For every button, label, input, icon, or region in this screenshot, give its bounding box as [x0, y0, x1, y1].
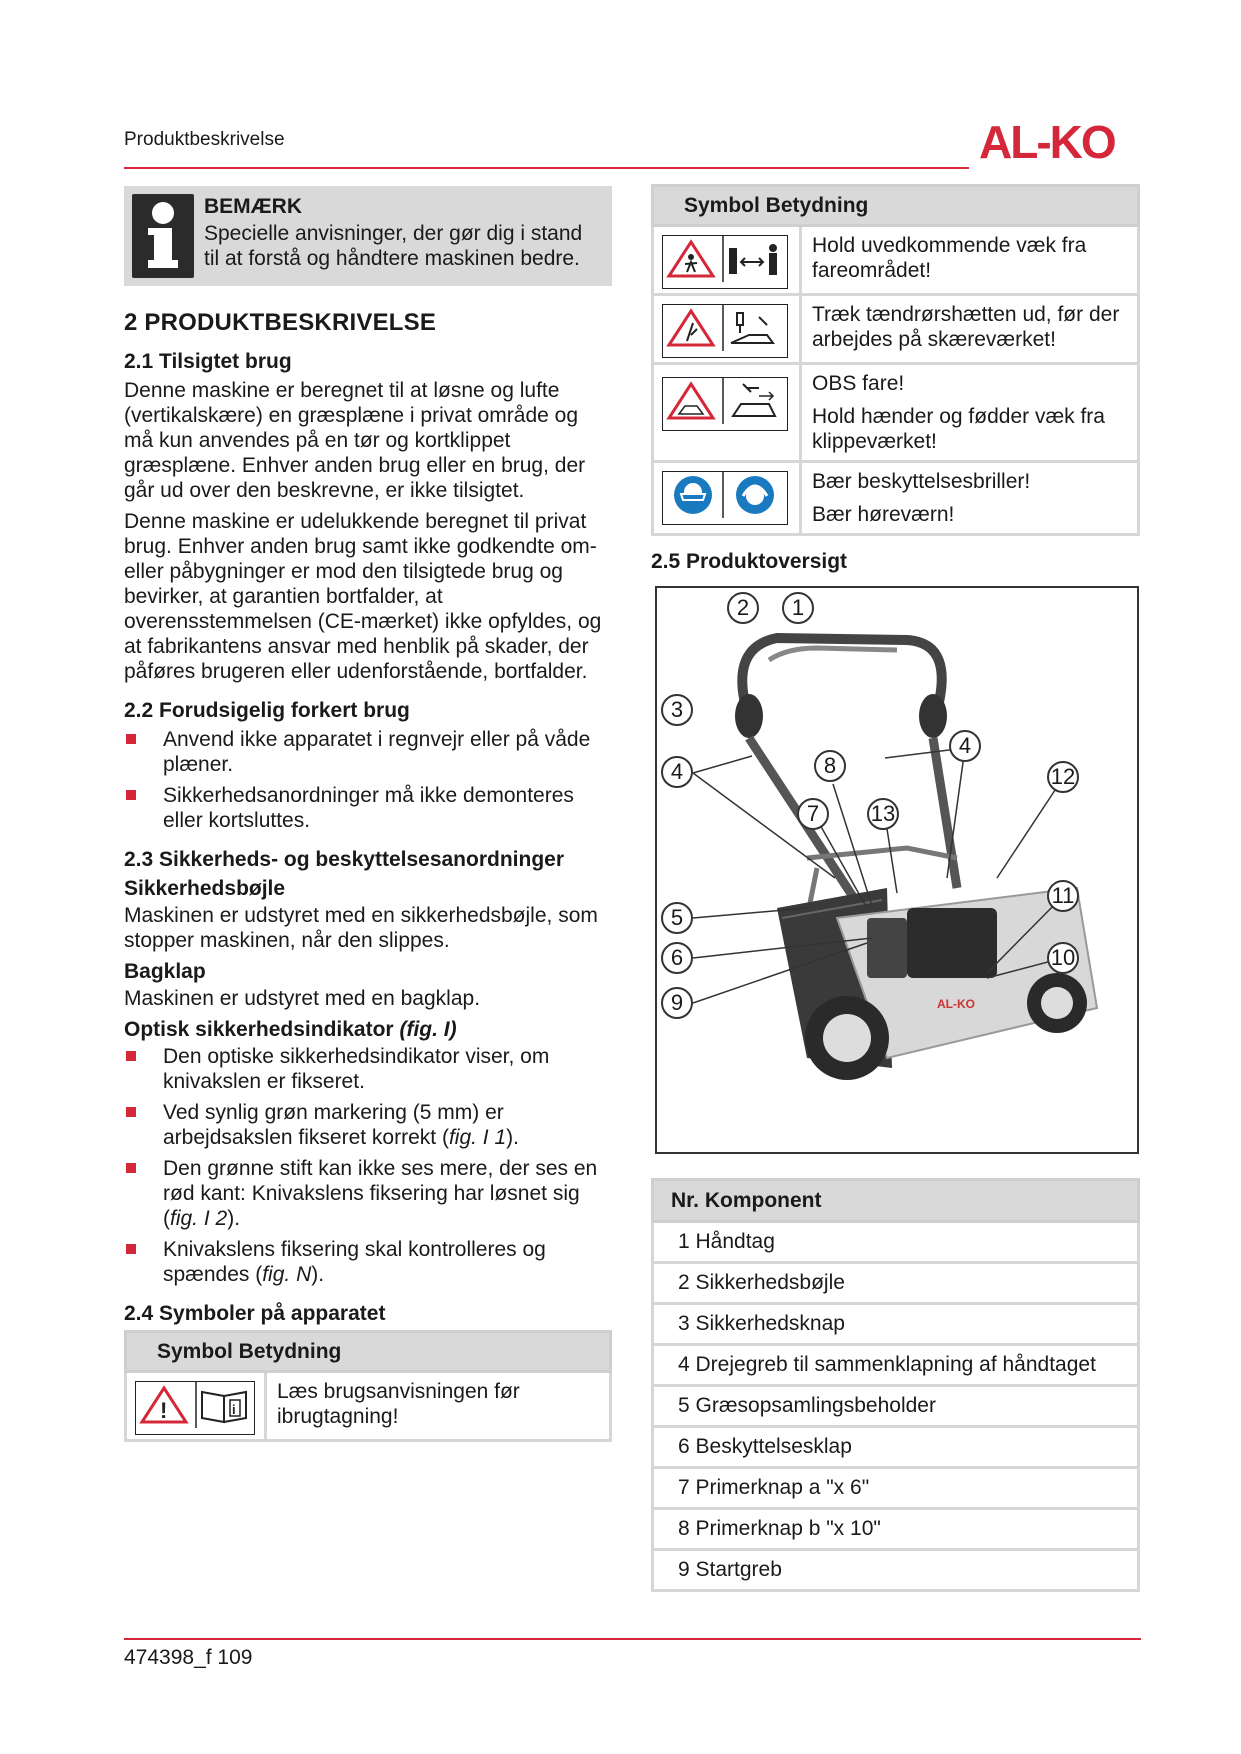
figure-reference: fig. N — [262, 1263, 312, 1286]
meaning-cell — [801, 364, 1139, 462]
callout-5: 5 — [661, 902, 693, 934]
table-cell: 2 Sikkerhedsbøjle — [653, 1263, 1139, 1304]
table-cell: 9 Startgreb — [653, 1550, 1139, 1591]
table-cell: 6 Beskyttelsesklap — [653, 1427, 1139, 1468]
chapter-title: 2 PRODUKTBESKRIVELSE — [124, 309, 437, 336]
table-row — [653, 1345, 1139, 1386]
table-row — [653, 1222, 1139, 1263]
section-2-2-title: 2.2 Forudsigelig forkert brug — [124, 699, 410, 722]
callout-8: 8 — [814, 750, 846, 782]
note-title: BEMÆRK — [204, 195, 302, 218]
table-row — [653, 1386, 1139, 1427]
svg-text:i: i — [232, 1402, 236, 1417]
section-2-1 — [124, 349, 612, 684]
keep-bystanders-away-icon — [662, 235, 788, 289]
table-header: Nr. Komponent — [653, 1180, 1139, 1222]
table-cell: 8 Primerknap b "x 10" — [653, 1509, 1139, 1550]
meaning-line: Bær beskyttelsesbriller! — [812, 470, 1031, 493]
symbols-table-left — [124, 1330, 612, 1442]
callout-6: 6 — [661, 942, 693, 974]
callout-4-left: 4 — [661, 756, 693, 788]
table-cell: 1 Håndtag — [653, 1222, 1139, 1263]
section-2-1-paragraph-2: Denne maskine er udelukkende beregnet til privat brug. Enhver anden brug samt ikke godkendte om- eller påbygninger er mod den tilsigtede brug og bevirker, at garantien bortfalder, at overensstemmelsen (CE-mærket) ikke opfyldes, og at fabrikantens ansvar med henblik på skader, der påføres brugeren eller udenforstående, bortfalder. — [124, 510, 602, 683]
section-2-4-title: 2.4 Symboler på apparatet — [124, 1302, 386, 1325]
header-section-label: Produktbeskrivelse — [124, 129, 285, 150]
section-2-3-title: 2.3 Sikkerheds- og beskyttelsesanordninger — [124, 848, 564, 871]
section-2-2 — [124, 698, 612, 833]
callout-11: 11 — [1047, 880, 1079, 912]
right-column — [651, 184, 1140, 1592]
optical-title: Optisk sikkerhedsindikator — [124, 1018, 394, 1041]
list-item: Den optiske sikkerhedsindikator viser, om knivakslen er fikseret. — [124, 1044, 612, 1094]
table-row — [653, 295, 1139, 364]
figure-reference: fig. I 2 — [170, 1207, 228, 1230]
symbol-cell — [653, 226, 801, 295]
table-row — [653, 1263, 1139, 1304]
meaning-cell — [801, 462, 1139, 535]
table-header: Symbol Betydning — [126, 1332, 611, 1372]
section-2-5-title: 2.5 Produktoversigt — [651, 550, 848, 573]
bail-subtitle: Sikkerhedsbøjle — [124, 877, 286, 900]
symbol-cell — [653, 462, 801, 535]
section-2-1-paragraph-1: Denne maskine er beregnet til at løsne og lufte (vertikalskære) en græsplæne i privat område og må kun anvendes på en tør og kortklippet græsplæne. Enhver anden brug eller en brug, der går ud over den beskrevne, er ikke tilsigtet. — [124, 379, 586, 502]
symbol-cell — [653, 364, 801, 462]
symbol-cell — [653, 295, 801, 364]
product-overview-figure — [655, 586, 1139, 1154]
logo-text: AL-KO — [979, 116, 1115, 168]
list-item: Ved synlig grøn markering (5 mm) er arbejdsakslen fikseret korrekt (fig. I 1). — [124, 1100, 612, 1150]
flap-subtitle: Bagklap — [124, 960, 206, 983]
symbol-cell — [126, 1372, 266, 1441]
scarifier-illustration — [657, 588, 1137, 1152]
symbols-table-right — [651, 184, 1140, 536]
note-box — [124, 186, 612, 286]
meaning-cell: Læs brugsanvisningen før ibrugtagning! — [266, 1372, 611, 1441]
callout-3: 3 — [661, 694, 693, 726]
table-row — [126, 1372, 611, 1441]
section-2-3 — [124, 847, 612, 1287]
keep-hands-feet-away-icon — [662, 377, 788, 431]
callout-10: 10 — [1047, 942, 1079, 974]
table-row — [653, 226, 1139, 295]
footer-doc-number: 474398_f 109 — [124, 1646, 253, 1669]
meaning-line: Hold hænder og fødder væk fra klippeværket! — [812, 405, 1105, 453]
figure-reference: fig. I 1 — [448, 1126, 507, 1149]
table-row — [653, 1304, 1139, 1345]
section-2-1-title: 2.1 Tilsigtet brug — [124, 350, 292, 373]
remove-spark-plug-icon — [662, 304, 788, 358]
table-row — [653, 462, 1139, 535]
svg-text:!: ! — [160, 1398, 168, 1423]
flap-text: Maskinen er udstyret med en bagklap. — [124, 987, 481, 1010]
callout-2: 2 — [727, 592, 759, 624]
table-row — [653, 1468, 1139, 1509]
warning-read-manual-icon — [135, 1381, 255, 1435]
callout-9: 9 — [661, 987, 693, 1019]
info-icon — [132, 194, 194, 278]
table-cell: 4 Drejegreb til sammenklapning af håndtaget — [653, 1345, 1139, 1386]
meaning-cell: Træk tændrørshætten ud, før der arbejdes på skæreværket! — [801, 295, 1139, 364]
callout-1: 1 — [782, 592, 814, 624]
callout-4-right: 4 — [949, 730, 981, 762]
table-row — [653, 1550, 1139, 1591]
footer-divider — [124, 1638, 1141, 1640]
list-item: Knivakslens fiksering skal kontrolleres og spændes (fig. N). — [124, 1237, 612, 1287]
table-cell: 5 Græsopsamlingsbeholder — [653, 1386, 1139, 1427]
left-column — [124, 186, 612, 1442]
figure-reference: (fig. I) — [399, 1018, 457, 1041]
bail-text: Maskinen er udstyret med en sikkerhedsbøjle, som stopper maskinen, når den slippes. — [124, 904, 598, 952]
list-item: Anvend ikke apparatet i regnvejr eller på våde plæner. — [124, 727, 612, 777]
components-table — [651, 1178, 1140, 1592]
table-row — [653, 1509, 1139, 1550]
alko-logo — [979, 116, 1139, 168]
protection-gear-icon — [662, 471, 788, 525]
table-cell: 7 Primerknap a "x 6" — [653, 1468, 1139, 1509]
callout-12: 12 — [1047, 761, 1079, 793]
list-item: Sikkerhedsanordninger må ikke demonteres eller kortsluttes. — [124, 783, 612, 833]
meaning-line: OBS fare! — [812, 372, 905, 395]
table-cell: 3 Sikkerhedsknap — [653, 1304, 1139, 1345]
figure-brand-label: AL-KO — [937, 997, 975, 1011]
callout-7: 7 — [797, 798, 829, 830]
meaning-cell: Hold uvedkommende væk fra fareområdet! — [801, 226, 1139, 295]
callout-13: 13 — [867, 798, 899, 830]
optical-subtitle — [124, 1017, 612, 1042]
meaning-line: Bær høreværn! — [812, 503, 955, 526]
table-header: Symbol Betydning — [653, 186, 1139, 226]
table-row — [653, 1427, 1139, 1468]
table-row — [653, 364, 1139, 462]
list-item: Den grønne stift kan ikke ses mere, der ses en rød kant: Knivakslens fiksering har løsnet sig (fig. I 2). — [124, 1156, 612, 1231]
note-text: Specielle anvisninger, der gør dig i stand til at forstå og håndtere maskinen bedre. — [204, 222, 583, 270]
header-divider — [124, 167, 969, 169]
